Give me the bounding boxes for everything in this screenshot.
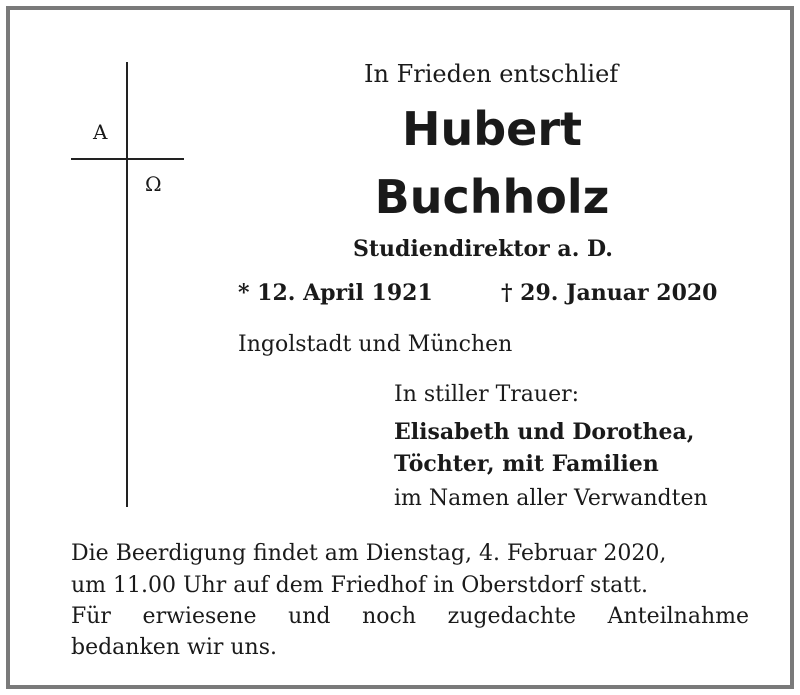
cross-horizontal-bar [71,158,184,160]
last-name: Buchholz [374,170,610,224]
funeral-notice-line-2: um 11.00 Uhr auf dem Friedhof in Oberstdorf statt. [71,573,648,598]
thanks-line-1: Für erwiesene und noch zugedachte Anteilnahme [71,604,749,629]
mourners-intro: In stiller Trauer: [394,382,580,407]
birth-date: * 12. April 1921 [238,280,433,306]
intro-text: In Frieden entschlief [364,60,619,88]
obituary-frame [6,6,794,689]
mourners-relation: Töchter, mit Familien [394,451,659,477]
mourners-relatives: im Namen aller Verwandten [394,486,708,511]
omega-symbol: Ω [145,172,162,196]
mourners-names: Elisabeth und Dorothea, [394,419,695,445]
death-date: † 29. Januar 2020 [501,280,718,306]
funeral-notice-line-1: Die Beerdigung findet am Dienstag, 4. Februar 2020, [71,541,667,566]
places-text: Ingolstadt und München [238,332,513,357]
cross-vertical-bar [126,62,128,507]
first-name: Hubert [401,102,583,156]
thanks-line-2: bedanken wir uns. [71,635,277,660]
alpha-symbol: A [93,120,108,144]
professional-title: Studiendirektor a. D. [353,236,613,262]
